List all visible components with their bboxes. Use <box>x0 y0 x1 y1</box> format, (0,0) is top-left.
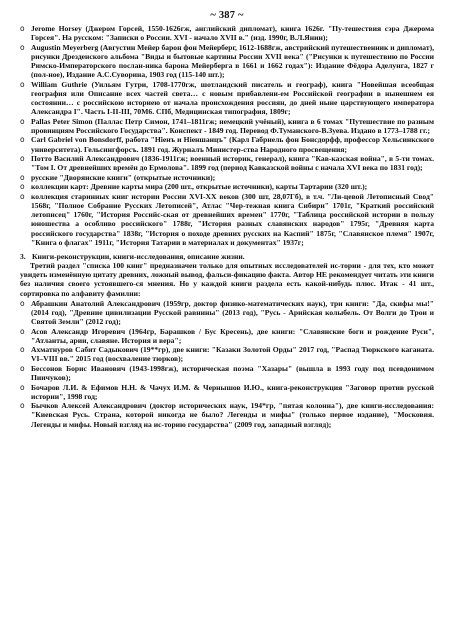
bullet-icon: o <box>20 363 25 373</box>
list-item-text: Jerome Horsey (Джером Горсей, 1550-1626гж, английский дипломат), книга 1626г. "Пу-тешествия сэра Джерома Горсея". На русском: "Записки о России. XVI - начало XVII в." (изд. 1990г, В.Л.Янин); <box>31 24 434 43</box>
source-list-top <box>20 24 434 247</box>
list-item-text: Бочаров Л.И. & Ефимов Н.Н. & Чачух И.М. & Чернышов И.Ю., книга-реконструкция "Заговор против русской истории", 1998 год; <box>31 382 434 401</box>
source-list-bottom <box>20 299 434 429</box>
list-item <box>20 327 434 345</box>
bullet-icon: o <box>20 135 25 145</box>
list-item <box>20 43 434 80</box>
bullet-icon: o <box>20 401 25 411</box>
list-item-text: коллекция старинных книг истории России XVI-XX веков (300 шт, 28,07Гб), в т.ч. "Ли-цевой Летописный Свод" 1568г, "Полное Собрание Русских Летописей", Атлас "Чер-тежная книга Сибири" 1701г, "Краткий российский летописец" 1760г, "История Российс-ская от древнейших времен" 1770г, "Таблица российской истории в пользу юношества а особливо российского" 1788г, "История разных славянских народов" 1795г, "Древняя карта российского государства" 1838г, "История о походе древних русских на Каспий" 1875г, "Славянское племя" 1907г, "Книга о флагах" 1911г, "История Татарии в материалах и документах" 1937г; <box>31 191 434 247</box>
bullet-icon: o <box>20 154 25 164</box>
section-intro: Третий раздел "списка 100 книг" предназначен только для опытных исследователей ис-тории - для тех, кто может увидеть изменённую цитату древних, ложный вывод, фальси-фикацию факта. Автор НЕ рекомендует читать эти книги без наличия своего устоявшего-ся мнения. Но у каждой книги раздела есть какой-нибудь плюс. Итак - 41 шт., сортировка по алфавиту фамилии: <box>20 261 434 298</box>
list-item <box>20 154 434 172</box>
list-item-text: William Guthrie (Уильям Гутри, 1708-1770гж, шотландский писатель и географ), книга "Новейшая всеобщая география или Описание всех частей света… с новым прибавлени-ем Российской географии в нынешнем ея состоянии… с российскою историею от начала происхождения россиян, до дней ныне царствующего императора Александра I". Часть I-II-III, 70М6. СПб, Медицинская типография, 1809г; <box>31 79 434 117</box>
bullet-icon: o <box>20 326 25 336</box>
list-item-text: Потто Василий Александрович (1836-1911гж; военный историк, генерал), книга "Кав-казская война", в 5-ти томах. "Том I. От древнейших времён до Ермолова". 1899 год (период Кавказской войны с начала XVI века по 1831 год); <box>31 154 434 173</box>
list-item-text: Ахматнуров Сабит Садыкович (19**гр), две книги: "Казаки Золотой Орды" 2017 год, "Распад Тюркского каганата. VI–VIII вв." 2015 год (восхваление тюрков); <box>31 345 434 364</box>
bullet-icon: o <box>20 116 25 126</box>
list-item <box>20 345 434 363</box>
section-number: 3. <box>20 251 26 261</box>
list-item-text: Бессонов Борис Иванович (1943-1998гж), историческая поэма "Хазары" (вышла в 1993 году под псевдонимом Пиичуков); <box>31 363 434 383</box>
list-item <box>20 117 434 135</box>
list-item <box>20 173 434 182</box>
bullet-icon: o <box>20 182 25 192</box>
bullet-icon: o <box>20 79 25 89</box>
page-number: ~ 387 ~ <box>210 10 244 21</box>
bullet-icon: o <box>20 24 25 33</box>
list-item-text: Pallas Peter Simon (Паллас Петр Симон, 1741–1811гж; немецкий учёный), книга в 6 томах "Путешествие по разным провинциям Российского Государства". Конспект - 1849 год. Перевод Ф.Туманского-В.Зуева. Издано в 1773–1788 гг.; <box>31 116 434 135</box>
list-item-text: Асов Александр Игоревич (1964гр, Барашков / Бус Кресень), две книги: "Славянские боги и рождение Руси", "Атланты, арии, славяне. История и вера"; <box>31 326 434 345</box>
list-item <box>20 24 434 42</box>
bullet-icon: o <box>20 42 25 52</box>
section-heading <box>20 252 434 261</box>
list-item <box>20 383 434 401</box>
bullet-icon: o <box>20 191 25 201</box>
list-item-text: Augustin Meyerberg (Августин Мейер барон фон Мейерберг, 1612-1688гж, австрийский путешественник и дипломат), рисунки Дрезденского альбома "Виды и бытовые картины России XVII века" ("Рисунки к путешествию по России Римско-Императорского послан-ника барона Мейерберга в 1661 и 1662 годах"): Издание Фёдора Аделунга, 1827 г (пол-ное), Издание А.С.Суворина, 1903 год (115-140 шт.); <box>31 42 434 80</box>
bullet-icon: o <box>20 172 25 182</box>
list-item <box>20 299 434 326</box>
list-item-text: Carl Gabriel von Bonsdorff, работа "Ніенъ и Ніеншанцъ" (Карл Габриель фон Бонсдорфф, профессор Хельсинкского университета). Гельсингфорсъ. 1891 год. Журналъ Министер-ства Народного просвещения; <box>31 135 434 154</box>
list-item <box>20 401 434 428</box>
list-item-text: русские "Дворянские книги" (открытые источники); <box>31 172 216 182</box>
list-item-text: коллекции карт: Древние карты мира (200 шт., открытые источники), карты Тартарии (320 шт.); <box>31 182 368 192</box>
section-title: Книги-реконструкции, книги-исследования, описание жизни. <box>32 251 245 261</box>
list-item <box>20 182 434 191</box>
bullet-icon: o <box>20 382 25 392</box>
list-item-text: Бычков Алексей Александрович (доктор исторических наук, 194*гр, "пятая колонна"), две книги-исследования: "Киевская Русь. Страна, которой никогда не было? Легенды и мифы" (только первое издание), "Московия. Легенды и мифы. Новый взгляд на ис-торию государства" (2009 год, западный взгляд); <box>31 401 434 429</box>
list-item <box>20 192 434 247</box>
bullet-icon: o <box>20 345 25 355</box>
bullet-icon: o <box>20 298 25 308</box>
list-item <box>20 364 434 382</box>
list-item <box>20 80 434 117</box>
list-item-text: Абрашкин Анатолий Александрович (1959гр, доктор физико-математических наук), три книги: "Да, скифы мы!" (2014 год), "Древние цивилизации Русской равнины" (2013 год), "Русь - Арийская колыбель. От Волги до Трои и Святой Земли" (2012 год); <box>31 298 434 326</box>
list-item <box>20 135 434 153</box>
